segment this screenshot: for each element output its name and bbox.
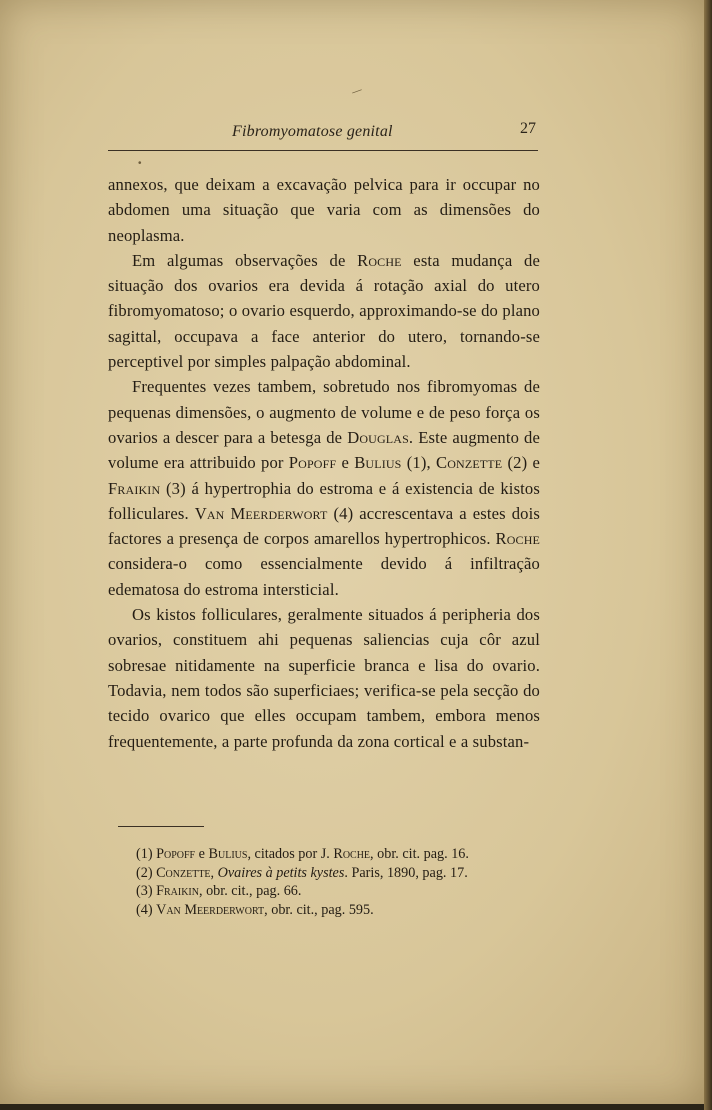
page-edge xyxy=(704,0,712,1110)
page-header xyxy=(108,120,540,148)
footnote-4 xyxy=(110,901,556,920)
work-title: Ovaires à petits kystes xyxy=(217,864,345,881)
author-name: Van Meerderwort xyxy=(156,901,265,918)
author-name: Roche xyxy=(495,529,540,549)
paragraph-3 xyxy=(108,374,540,602)
author-name: Roche xyxy=(333,846,371,862)
footnote-marker: (1) xyxy=(136,846,157,862)
text-run: , obr. cit., pag. 66. xyxy=(198,883,302,900)
text-run: considera-o como essencialmente devido á infiltração edematosa do estroma intersticial. xyxy=(108,554,540,599)
text-run: (2) e xyxy=(502,453,540,473)
header-rule xyxy=(108,150,538,151)
footnote-1 xyxy=(110,845,556,864)
text-run: Em algumas observações de xyxy=(132,250,358,270)
author-name: Conzette xyxy=(156,864,211,881)
running-title: Fibromyomatose genital xyxy=(232,123,393,140)
paragraph-2 xyxy=(108,248,540,374)
text-run: esta mudança de situação dos ovarios era devida á rotação axial do utero fibromyomatoso; o ovario esquerdo, approximando-se do plano sagittal, occupava a face anterior do utero, tornando-se perceptivel por simples palpação abdominal. xyxy=(108,250,540,372)
text-run: , obr. cit. pag. 16. xyxy=(370,846,469,862)
author-name: Popoff xyxy=(288,453,337,473)
footnote-marker: (3) xyxy=(136,883,157,900)
print-speck: — xyxy=(350,84,364,99)
paragraph-1: annexos, que deixam a excavação pelvica para ir occupar no abdomen uma situação que varia com as dimensões do neoplasma. xyxy=(108,175,540,245)
page-number: 27 xyxy=(520,120,536,137)
text-run: , citados por J. xyxy=(247,846,334,862)
author-name: Conzette xyxy=(436,453,503,473)
text-run: , obr. cit., pag. 595. xyxy=(264,901,374,918)
author-name: Bulius xyxy=(354,453,402,473)
text-run: (1), xyxy=(401,453,436,473)
author-name: Fraikin xyxy=(108,478,161,498)
footnotes xyxy=(110,845,556,919)
author-name: Douglas xyxy=(347,427,409,447)
text-run: (3) á hypertrophia do estroma e á existencia de kistos folliculares. xyxy=(108,478,540,523)
text-run: (4) accrescentava a estes dois factores a presença de corpos amarellos hypertrophicos. xyxy=(108,503,540,549)
footnote-3 xyxy=(110,882,556,901)
body-text xyxy=(108,172,540,754)
footnote-2 xyxy=(110,864,556,883)
text-run: , xyxy=(210,864,218,881)
text-run: e xyxy=(336,453,355,473)
footnote-marker: (2) xyxy=(136,864,157,881)
text-run: Frequentes vezes tambem, sobretudo nos fibromyomas de pequenas dimensões, o augmento de volume e de peso força os ovarios a descer para a betesga de xyxy=(108,377,540,447)
footnote-marker: (4) xyxy=(136,901,157,918)
author-name: Popoff xyxy=(156,846,196,862)
author-name: Fraikin xyxy=(156,883,199,900)
author-name: Bulius xyxy=(208,846,248,862)
author-name: Roche xyxy=(357,250,402,270)
author-name: Van Meerderwort xyxy=(194,503,328,523)
paragraph-4: Os kistos folliculares, geralmente situados á peripheria dos ovarios, constituem ahi pequenas saliencias cuja côr azul sobresae nitidamente na superficie branca e lisa do ovario. Todavia, nem todos são superficiaes; verifica-se pela secção do tecido ovarico que elles occupam tambem, embora menos frequentemente, a parte profunda da zona cortical e a substan- xyxy=(108,605,540,751)
text-run: . Paris, 1890, pag. 17. xyxy=(344,864,468,881)
text-run: e xyxy=(195,846,209,862)
footnote-rule xyxy=(118,826,204,827)
print-speck: • xyxy=(138,158,142,169)
text-run: . Este augmento de volume era attribuido por xyxy=(108,427,540,473)
